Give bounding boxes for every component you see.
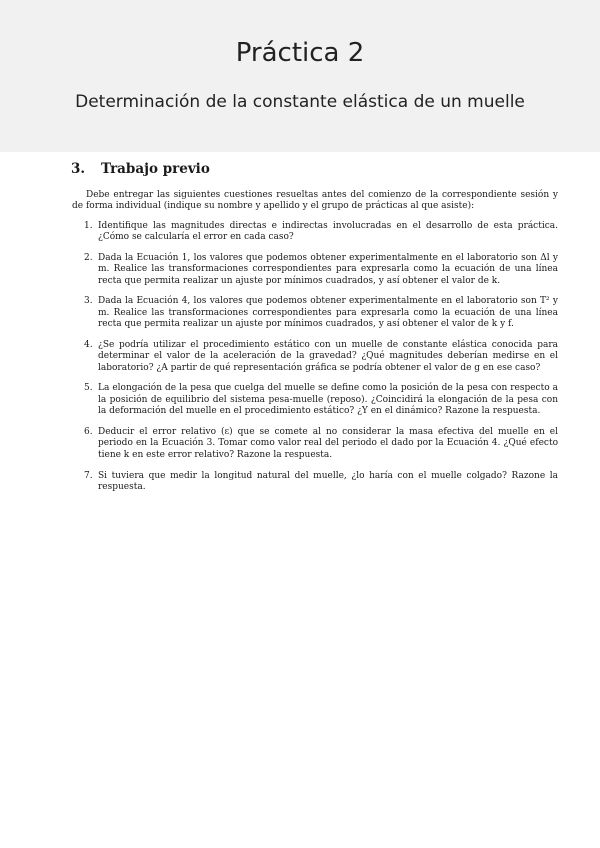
section-heading <box>71 160 558 178</box>
item-text: Dada la Ecuación 4, los valores que podemos obtener experimentalmente en el laboratorio son T² y m. Realice las transformaciones correspondientes para expresarla como la ecuación de una línea recta que permita realizar un ajuste por mínimos cuadrados, y así obtener el valor de k y f. <box>98 296 558 330</box>
item-number: 6. <box>84 426 93 437</box>
list-item <box>72 296 558 330</box>
item-number: 1. <box>84 220 93 231</box>
item-number: 3. <box>84 296 93 307</box>
section-number: 3. <box>71 161 86 177</box>
item-text: Identifique las magnitudes directas e indirectas involucradas en el desarrollo de esta práctica. ¿Cómo se calcularía el error en cada caso? <box>98 220 558 243</box>
questions-list <box>72 221 558 494</box>
item-number: 5. <box>84 383 93 394</box>
list-item <box>72 427 558 461</box>
page-subtitle: Determinación de la constante elástica de un muelle <box>75 92 525 112</box>
list-item <box>72 340 558 374</box>
item-text: Deducir el error relativo (ε) que se comete al no considerar la masa efectiva del muelle en el periodo en la Ecuación 3. Tomar como valor real del periodo el dado por la Ecuación 4. ¿Qué efecto tiene k en este error relativo? Razone la respuesta. <box>98 426 558 460</box>
item-text: Dada la Ecuación 1, los valores que podemos obtener experimentalmente en el laboratorio son Δl y m. Realice las transformaciones correspondientes para expresarla como la ecuación de una línea recta que permita realizar un ajuste por mínimos cuadrados, y así obtener el valor de k. <box>98 252 558 286</box>
section-title: Trabajo previo <box>101 161 210 177</box>
title-banner <box>0 0 600 152</box>
item-text: ¿Se podría utilizar el procedimiento estático con un muelle de constante elástica conocida para determinar el valor de la aceleración de la gravedad? ¿Qué magnitudes deberían medirse en el laboratorio? ¿A partir de qué representación gráfica se podría obtener el valor de g en ese caso? <box>98 339 558 373</box>
list-item <box>72 471 558 494</box>
list-item <box>72 383 558 417</box>
document-body <box>72 160 558 503</box>
item-text: Si tuviera que medir la longitud natural del muelle, ¿lo haría con el muelle colgado? Razone la respuesta. <box>98 470 558 492</box>
item-number: 7. <box>84 470 93 481</box>
list-item <box>72 221 558 244</box>
intro-paragraph: Debe entregar las siguientes cuestiones resueltas antes del comienzo de la correspondiente sesión y de forma individual (indique su nombre y apellido y el grupo de prácticas al que asiste): <box>72 190 558 212</box>
item-number: 4. <box>84 339 93 350</box>
item-text: La elongación de la pesa que cuelga del muelle se define como la posición de la pesa con respecto a la posición de equilibrio del sistema pesa-muelle (reposo). ¿Coincidirá la elongación de la pesa con la deformación del muelle en el procedimiento estático? ¿Y en el dinámico? Razone la respuesta. <box>98 383 558 417</box>
item-number: 2. <box>84 252 93 263</box>
list-item <box>72 253 558 287</box>
page-title: Práctica 2 <box>235 38 365 68</box>
